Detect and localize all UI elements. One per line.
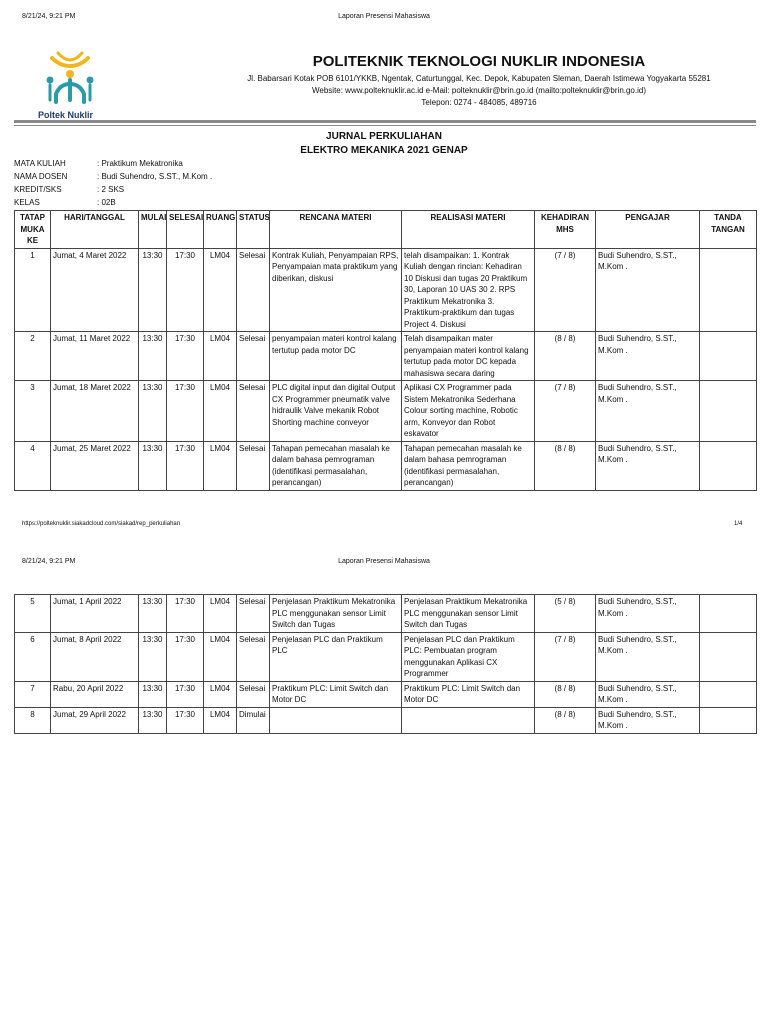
cell-realization: Telah disampaikan mater penyampaian materi kontrol kalang tertutup pada motor DC kepada mahasiswa secara daring [402, 332, 535, 381]
cell-status: Dimulai [237, 707, 270, 733]
cell-teacher: Budi Suhendro, S.ST., M.Kom . [596, 248, 700, 332]
cell-room: LM04 [204, 632, 237, 681]
cell-status: Selesai [237, 381, 270, 442]
table-row [15, 332, 757, 381]
meta-label-credits: KREDIT/SKS [14, 185, 62, 194]
header-divider [14, 120, 756, 123]
cell-plan: Praktikum PLC: Limit Switch dan Motor DC [270, 681, 402, 707]
cell-start: 13:30 [139, 632, 167, 681]
cell-start: 13:30 [139, 381, 167, 442]
cell-signature [700, 248, 757, 332]
cell-end: 17:30 [167, 707, 204, 733]
cell-room: LM04 [204, 681, 237, 707]
print-title: Laporan Presensi Mahasiswa [338, 13, 430, 20]
cell-session: 6 [15, 632, 51, 681]
institution-web: Website: www.polteknuklir.ac.id e-Mail: polteknuklir@brin.go.id (mailto:polteknuklir@brin.go.id) [311, 86, 646, 95]
cell-realization: Aplikasi CX Programmer pada Sistem Mekatronika Sederhana Colour sorting machine, Robotic arm, Konveyor dan Robot eskavator [402, 381, 535, 442]
institution-address: Jl. Babarsari Kotak POB 6101/YKKB, Ngentak, Caturtunggal, Kec. Depok, Kabupaten Sleman, Daerah Istimewa Yogyakarta 55281 [247, 74, 711, 83]
cell-date: Jumat, 18 Maret 2022 [51, 381, 139, 442]
cell-teacher: Budi Suhendro, S.ST., M.Kom . [596, 441, 700, 490]
cell-session: 7 [15, 681, 51, 707]
cell-plan [270, 707, 402, 733]
col-header-status: STATUS [237, 211, 270, 249]
table-row [15, 381, 757, 442]
cell-room: LM04 [204, 248, 237, 332]
institution-phone: Telepon: 0274 - 484085, 489716 [421, 98, 537, 107]
institution-logo [30, 50, 110, 124]
cell-realization: telah disampaikan: 1. Kontrak Kuliah dengan rincian: Kehadiran 10 Diskusi dan tugas 20 Praktikum 30, Laporan 10 UAS 30 2. RPS Praktikum Mekatronika 3. Praktikum-praktikum dan tugas Project 4. Diskusi [402, 248, 535, 332]
doc-subtitle: ELEKTRO MEKANIKA 2021 GENAP [300, 145, 468, 156]
cell-teacher: Budi Suhendro, S.ST., M.Kom . [596, 381, 700, 442]
cell-start: 13:30 [139, 707, 167, 733]
table-row [15, 681, 757, 707]
table-row [15, 441, 757, 490]
cell-session: 2 [15, 332, 51, 381]
col-header-teacher: PENGAJAR [596, 211, 700, 249]
cell-status: Selesai [237, 681, 270, 707]
table-header-row [15, 211, 757, 249]
cell-plan: Penjelasan PLC dan Praktikum PLC [270, 632, 402, 681]
col-header-session: TATAP MUKA KE [15, 211, 51, 249]
cell-start: 13:30 [139, 681, 167, 707]
header-divider-thin [14, 125, 756, 126]
cell-end: 17:30 [167, 381, 204, 442]
cell-realization: Penjelasan Praktikum Mekatronika PLC menggunakan sensor Limit Switch dan Tugas [402, 595, 535, 633]
logo-text: Poltek Nuklir [38, 110, 94, 120]
cell-date: Jumat, 1 April 2022 [51, 595, 139, 633]
cell-attendance: (5 / 8) [535, 595, 596, 633]
col-header-date: HARI/TANGGAL [51, 211, 139, 249]
meta-label-course: MATA KULIAH [14, 159, 66, 168]
cell-signature [700, 707, 757, 733]
cell-attendance: (8 / 8) [535, 332, 596, 381]
cell-realization [402, 707, 535, 733]
journal-table-page2 [14, 594, 757, 734]
cell-end: 17:30 [167, 441, 204, 490]
doc-title: JURNAL PERKULIAHAN [326, 131, 442, 142]
cell-status: Selesai [237, 332, 270, 381]
print-datetime-page2: 8/21/24, 9:21 PM [22, 558, 76, 565]
col-header-plan: RENCANA MATERI [270, 211, 402, 249]
cell-plan: Penjelasan Praktikum Mekatronika PLC menggunakan sensor Limit Switch dan Tugas [270, 595, 402, 633]
cell-date: Rabu, 20 April 2022 [51, 681, 139, 707]
col-header-realization: REALISASI MATERI [402, 211, 535, 249]
cell-plan: Tahapan pemecahan masalah ke dalam bahasa pemrograman (identifikasi permasalahan, perancangan) [270, 441, 402, 490]
table-row [15, 595, 757, 633]
cell-teacher: Budi Suhendro, S.ST., M.Kom . [596, 332, 700, 381]
cell-attendance: (7 / 8) [535, 381, 596, 442]
cell-realization: Praktikum PLC: Limit Switch dan Motor DC [402, 681, 535, 707]
cell-end: 17:30 [167, 632, 204, 681]
cell-room: LM04 [204, 441, 237, 490]
col-header-room: RUANG [204, 211, 237, 249]
cell-status: Selesai [237, 632, 270, 681]
col-header-end: SELESAI [167, 211, 204, 249]
cell-room: LM04 [204, 381, 237, 442]
cell-session: 5 [15, 595, 51, 633]
col-header-start: MULAI [139, 211, 167, 249]
cell-end: 17:30 [167, 248, 204, 332]
cell-room: LM04 [204, 707, 237, 733]
cell-plan: penyampaian materi kontrol kalang tertutup pada motor DC [270, 332, 402, 381]
footer-page-number: 1/4 [734, 521, 743, 527]
cell-end: 17:30 [167, 681, 204, 707]
col-header-signature: TANDA TANGAN [700, 211, 757, 249]
cell-start: 13:30 [139, 595, 167, 633]
cell-realization: Tahapan pemecahan masalah ke dalam bahasa pemrograman (identifikasi permasalahan, perancangan) [402, 441, 535, 490]
cell-teacher: Budi Suhendro, S.ST., M.Kom . [596, 681, 700, 707]
meta-label-class: KELAS [14, 198, 40, 207]
cell-end: 17:30 [167, 595, 204, 633]
cell-session: 8 [15, 707, 51, 733]
journal-table-page1 [14, 210, 757, 491]
cell-status: Selesai [237, 441, 270, 490]
cell-status: Selesai [237, 595, 270, 633]
cell-date: Jumat, 8 April 2022 [51, 632, 139, 681]
institution-name: POLITEKNIK TEKNOLOGI NUKLIR INDONESIA [312, 53, 646, 70]
meta-value-course: : Praktikum Mekatronika [97, 159, 183, 168]
cell-attendance: (8 / 8) [535, 681, 596, 707]
print-datetime: 8/21/24, 9:21 PM [22, 13, 76, 20]
cell-plan: PLC digital input dan digital Output CX Programmer pneumatik valve hidraulik Valve mekanik Robot Shorting machine conveyor [270, 381, 402, 442]
meta-value-class: : 02B [97, 198, 116, 207]
print-title-page2: Laporan Presensi Mahasiswa [338, 558, 430, 565]
cell-signature [700, 441, 757, 490]
cell-room: LM04 [204, 332, 237, 381]
cell-attendance: (8 / 8) [535, 707, 596, 733]
cell-session: 4 [15, 441, 51, 490]
footer-url-link[interactable]: https://polteknuklir.siakadcloud.com/siakad/rep_perkuliahan [22, 521, 181, 527]
cell-date: Jumat, 29 April 2022 [51, 707, 139, 733]
cell-date: Jumat, 25 Maret 2022 [51, 441, 139, 490]
meta-value-credits: : 2 SKS [97, 185, 125, 194]
cell-date: Jumat, 4 Maret 2022 [51, 248, 139, 332]
table-row [15, 248, 757, 332]
cell-signature [700, 595, 757, 633]
table-row [15, 707, 757, 733]
cell-start: 13:30 [139, 248, 167, 332]
cell-signature [700, 681, 757, 707]
cell-attendance: (7 / 8) [535, 248, 596, 332]
cell-session: 3 [15, 381, 51, 442]
cell-plan: Kontrak Kuliah, Penyampaian RPS, Penyampaian mata praktikum yang diberikan, diskusi [270, 248, 402, 332]
cell-status: Selesai [237, 248, 270, 332]
meta-label-lecturer: NAMA DOSEN [14, 172, 68, 181]
cell-attendance: (8 / 8) [535, 441, 596, 490]
cell-teacher: Budi Suhendro, S.ST., M.Kom . [596, 707, 700, 733]
cell-room: LM04 [204, 595, 237, 633]
cell-attendance: (7 / 8) [535, 632, 596, 681]
cell-realization: Penjelasan PLC dan Praktikum PLC: Pembuatan program menggunakan Aplikasi CX Programmer [402, 632, 535, 681]
cell-teacher: Budi Suhendro, S.ST., M.Kom . [596, 632, 700, 681]
col-header-attendance: KEHADIRAN MHS [535, 211, 596, 249]
cell-signature [700, 332, 757, 381]
cell-session: 1 [15, 248, 51, 332]
cell-start: 13:30 [139, 441, 167, 490]
cell-signature [700, 632, 757, 681]
cell-signature [700, 381, 757, 442]
cell-start: 13:30 [139, 332, 167, 381]
table-row [15, 632, 757, 681]
meta-value-lecturer: : Budi Suhendro, S.ST., M.Kom . [97, 172, 213, 181]
cell-end: 17:30 [167, 332, 204, 381]
cell-date: Jumat, 11 Maret 2022 [51, 332, 139, 381]
cell-teacher: Budi Suhendro, S.ST., M.Kom . [596, 595, 700, 633]
